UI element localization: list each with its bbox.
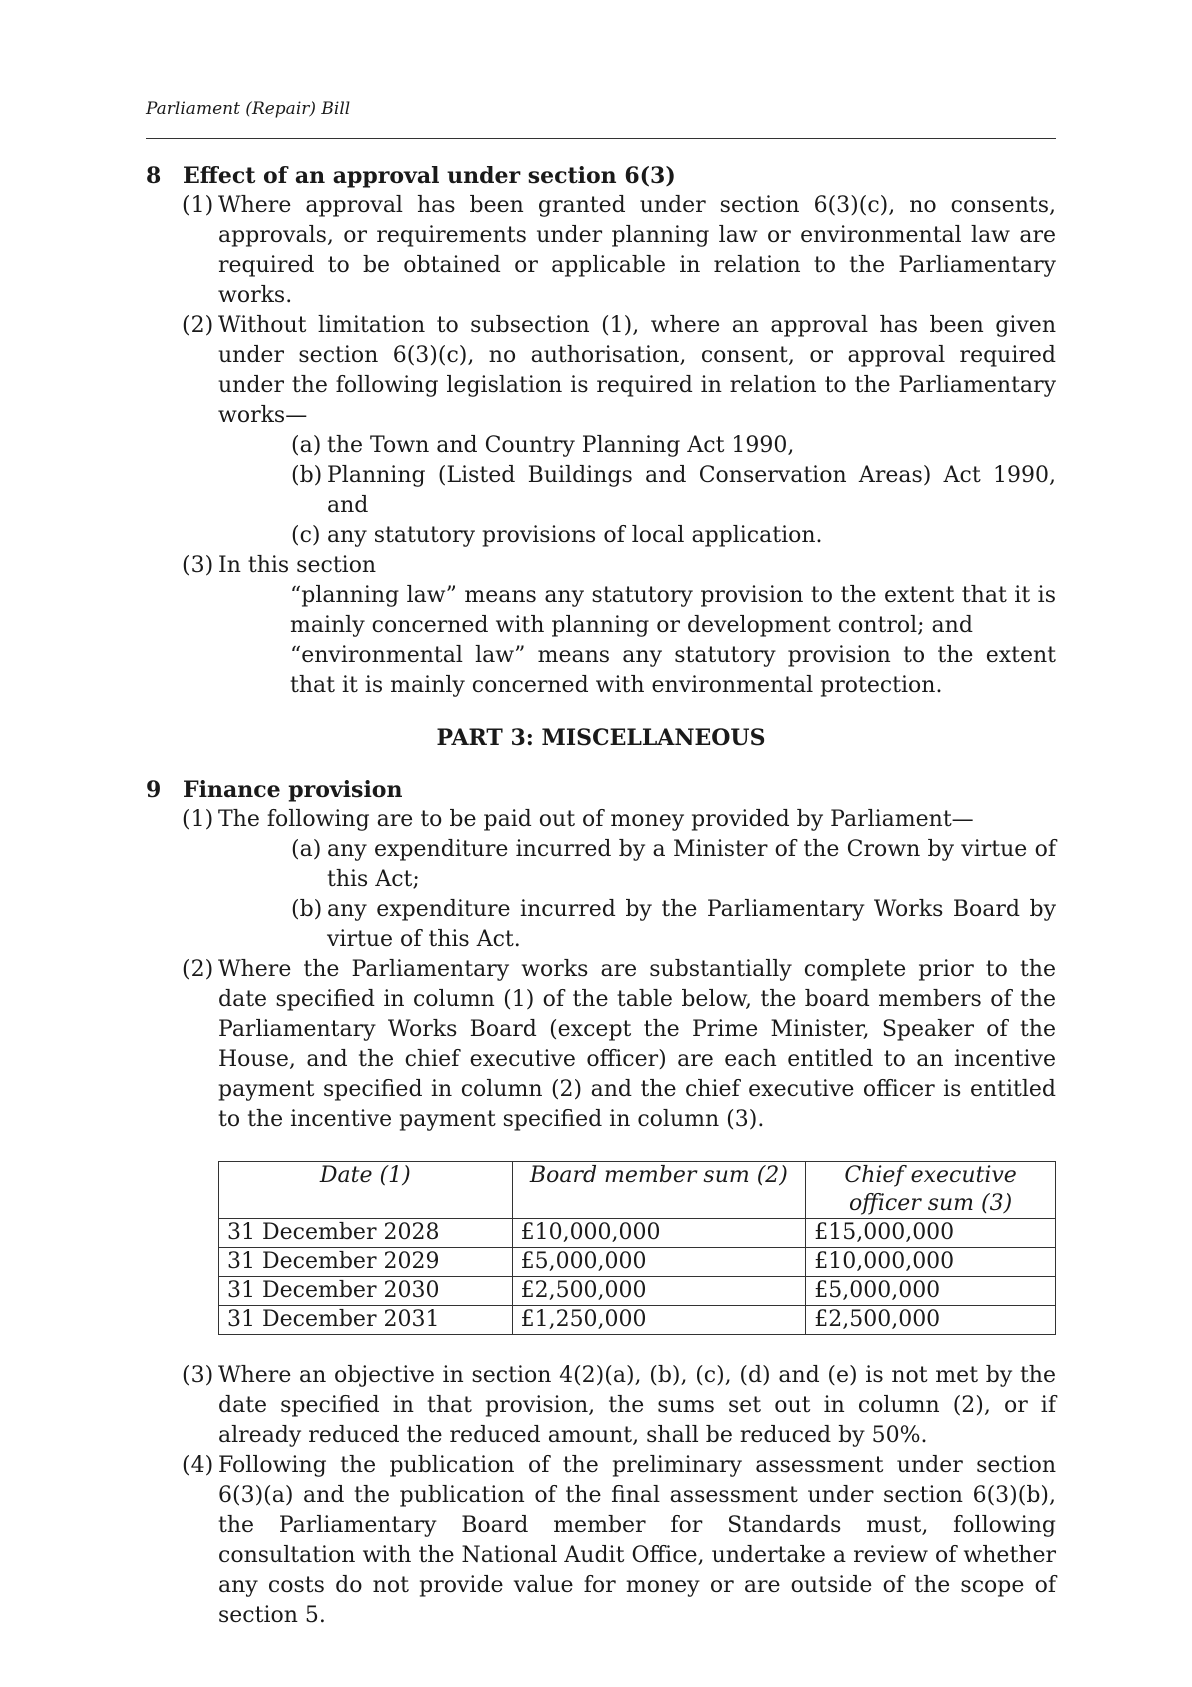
paragraph: [291, 521, 1056, 551]
subsection-number: (3): [182, 1363, 214, 1388]
subsection-text: Where an objective in section 4(2)(a), (b), (c), (d) and (e) is not met by the date specified in that provision, the sums set out in column (2), or if already reduced the reduced amount, shall be reduced by 50%.: [218, 1363, 1056, 1448]
table-cell-date: 31 December 2030: [219, 1277, 513, 1306]
table-cell-ceo-sum: £10,000,000: [806, 1248, 1056, 1277]
running-head: Parliament (Repair) Bill: [146, 99, 351, 119]
table-row: [219, 1248, 1056, 1277]
section-8: [146, 161, 1056, 701]
part-heading: PART 3: MISCELLANEOUS: [436, 725, 766, 751]
section-number: 9: [146, 777, 162, 803]
subsection: [182, 1451, 1056, 1631]
subsection: [182, 805, 1056, 835]
paragraph-letter: (b): [291, 463, 323, 488]
section-number: 8: [146, 163, 162, 189]
subsection-text: The following are to be paid out of money provided by Parliament—: [218, 807, 974, 832]
table-cell-date: 31 December 2029: [219, 1248, 513, 1277]
incentive-payment-table: [218, 1161, 1056, 1335]
table-cell-board-sum: £2,500,000: [512, 1277, 806, 1306]
subsection: [182, 191, 1056, 311]
definition-environmental-law: “environmental law” means any statutory provision to the extent that it is mainly concerned with environmental protection.: [290, 643, 1056, 698]
table-cell-ceo-sum: £2,500,000: [806, 1306, 1056, 1335]
subsection-number: (1): [182, 807, 214, 832]
section-title: Finance provision: [183, 777, 403, 803]
subsection: [182, 311, 1056, 431]
header-divider: [146, 138, 1056, 139]
paragraph-text: Planning (Listed Buildings and Conservation Areas) Act 1990, and: [327, 463, 1056, 518]
table-header-row: [219, 1162, 1056, 1219]
table-cell-date: 31 December 2028: [219, 1219, 513, 1248]
subsection-text: Where approval has been granted under section 6(3)(c), no consents, approvals, or requirements under planning law or environmental law are required to be obtained or applicable in relation to the Parliamentary works.: [218, 193, 1056, 308]
table-row: [219, 1306, 1056, 1335]
paragraph-text: any statutory provisions of local application.: [327, 523, 823, 548]
paragraph: [291, 835, 1056, 895]
column-header-board-member-sum: Board member sum (2): [512, 1162, 806, 1219]
incentive-table-wrapper: [218, 1161, 1056, 1335]
definition-planning-law: “planning law” means any statutory provision to the extent that it is mainly concerned with planning or development control; and: [290, 583, 1056, 638]
column-header-ceo-sum: Chief executive officer sum (3): [806, 1162, 1056, 1219]
subsection-text: Following the publication of the preliminary assessment under section 6(3)(a) and the publication of the final assessment under section 6(3)(b), the Parliamentary Board member for Standards must, following consultation with the National Audit Office, undertake a review of whether any costs do not provide value for money or are outside of the scope of section 5.: [218, 1453, 1056, 1628]
paragraph-letter: (b): [291, 897, 323, 922]
table-cell-board-sum: £5,000,000: [512, 1248, 806, 1277]
subsection: [182, 551, 1056, 581]
paragraph-text: the Town and Country Planning Act 1990,: [327, 433, 795, 458]
paragraph: [291, 895, 1056, 955]
section-title: Effect of an approval under section 6(3): [183, 163, 676, 189]
subsection-number: (2): [182, 957, 214, 982]
subsection-text: Without limitation to subsection (1), where an approval has been given under section 6(3)(c), no authorisation, consent, or approval required under the following legislation is required in relation to the Parliamentary works—: [218, 313, 1056, 428]
paragraph-text: any expenditure incurred by the Parliamentary Works Board by virtue of this Act.: [327, 897, 1056, 952]
paragraph-letter: (a): [291, 837, 322, 862]
subsection: [182, 955, 1056, 1135]
document-page: [146, 94, 1056, 1631]
paragraph: [291, 461, 1056, 521]
paragraph-letter: (a): [291, 433, 322, 458]
table-cell-ceo-sum: £15,000,000: [806, 1219, 1056, 1248]
section-9: [146, 775, 1056, 1631]
subsection-text: In this section: [218, 553, 377, 578]
table-cell-ceo-sum: £5,000,000: [806, 1277, 1056, 1306]
table-cell-date: 31 December 2031: [219, 1306, 513, 1335]
paragraph-letter: (c): [291, 523, 321, 548]
paragraph-text: any expenditure incurred by a Minister of the Crown by virtue of this Act;: [327, 837, 1056, 892]
table-row: [219, 1219, 1056, 1248]
table-row: [219, 1277, 1056, 1306]
column-header-date: Date (1): [219, 1162, 513, 1219]
subsection-number: (2): [182, 313, 214, 338]
subsection-number: (3): [182, 553, 214, 578]
subsection-text: Where the Parliamentary works are substantially complete prior to the date specified in column (1) of the table below, the board members of the Parliamentary Works Board (except the Prime Minister, Speaker of the House, and the chief executive officer) are each entitled to an incentive payment specified in column (2) and the chief executive officer is entitled to the incentive payment specified in column (3).: [218, 957, 1056, 1132]
table-cell-board-sum: £1,250,000: [512, 1306, 806, 1335]
subsection: [182, 1361, 1056, 1451]
paragraph: [291, 431, 1056, 461]
table-cell-board-sum: £10,000,000: [512, 1219, 806, 1248]
subsection-number: (4): [182, 1453, 214, 1478]
subsection-number: (1): [182, 193, 214, 218]
